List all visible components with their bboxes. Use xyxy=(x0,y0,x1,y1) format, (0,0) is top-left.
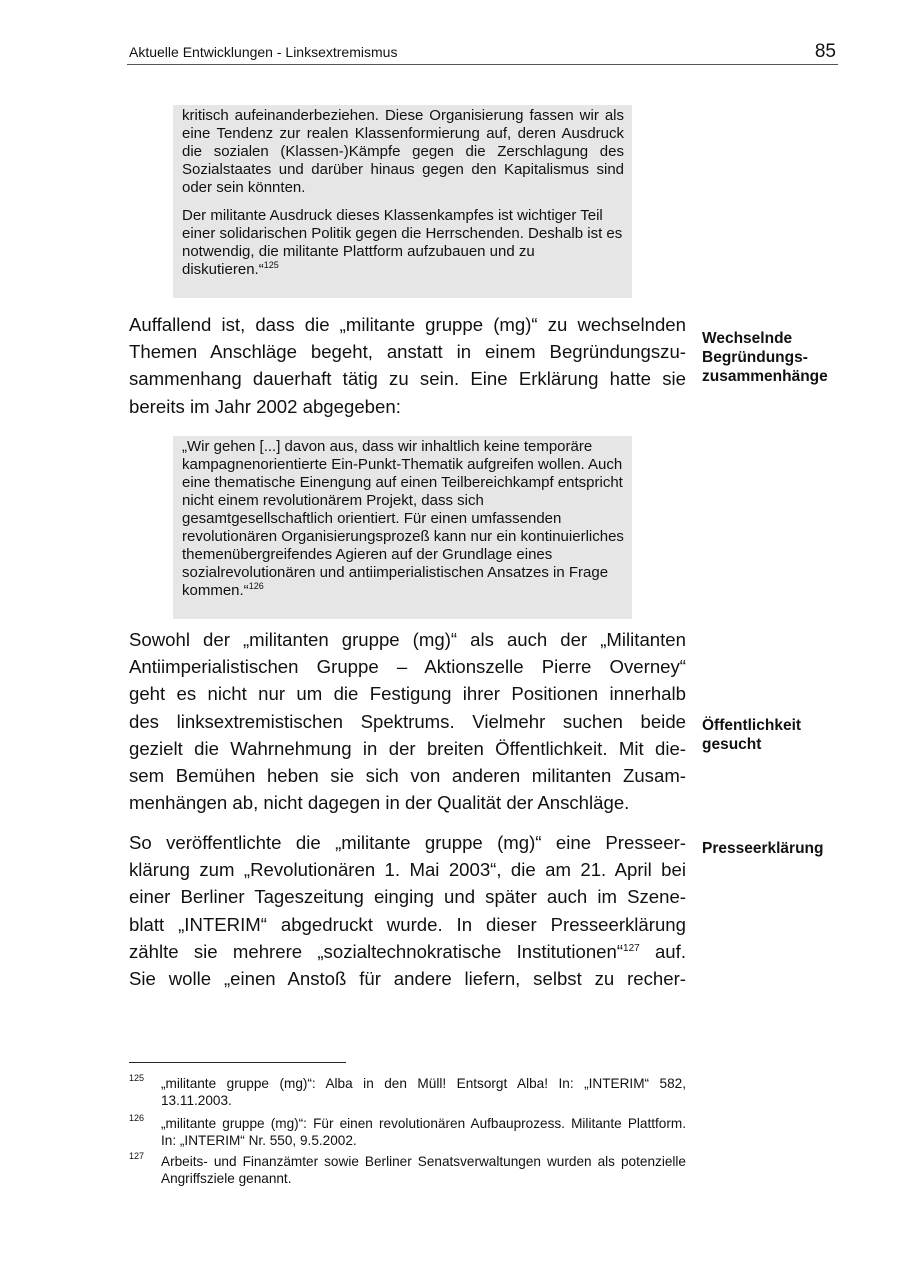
para1-line: sammenhang dauerhaft tätig zu sein. Eine Erklärung hatte sie xyxy=(129,368,686,390)
margin-note-line: Presseerklärung xyxy=(702,840,824,857)
footnote-ref-126[interactable]: 126 xyxy=(248,581,264,591)
header-rule xyxy=(127,64,838,65)
para1-line: bereits im Jahr 2002 abgegeben: xyxy=(129,395,401,417)
para2-line: gezielt die Wahrnehmung in der breiten Öffentlichkeit. Mit die- xyxy=(129,737,686,759)
margin-note-line: Öffentlichkeit xyxy=(702,717,802,734)
para2-line: sem Bemühen heben sie sich von anderen militanten Zusam- xyxy=(129,765,686,787)
footnote-127 xyxy=(129,1153,686,1187)
margin-note-oeffentlichkeit xyxy=(702,716,862,754)
para3-line: So veröffentlichte die „militante gruppe (mg)“ eine Presseer- xyxy=(129,832,686,853)
footnote-number: 126 xyxy=(129,1113,145,1123)
para2-line: Antiimperialistischen Gruppe – Aktionszelle Pierre Overney“ xyxy=(129,656,686,678)
para1-line: Themen Anschläge begeht, anstatt in einem Begründungszu- xyxy=(129,341,686,363)
para3-line: zählte sie mehrere „sozialtechnokratische Institutionen“$^{127}$ auf. xyxy=(129,940,686,962)
quote1-paragraph-1: kritisch aufeinanderbeziehen. Diese Organisierung fassen wir als eine Tendenz zur realen Klassenformierung auf, deren Ausdruck die sozialen (Klassen-)Kämpfe gegen die Zerschlagung des Sozialstaates und darüber hinaus gegen den Kapitalismus sind oder sein könnten. xyxy=(182,107,624,196)
body-paragraph-2 xyxy=(129,626,686,816)
footnote-text: „militante gruppe (mg)“: Alba in den Müll! Entsorgt Alba! In: „INTERIM“ 582, 13.11.2003. xyxy=(161,1076,686,1108)
margin-note-presseerklaerung xyxy=(702,839,862,858)
quote2-paragraph: „Wir gehen [...] davon aus, dass wir inhaltlich keine temporäre kampagnenorientierte Ein-Punkt-Thematik aufgreifen wollen. Auch eine thematische Einengung auf einen Teilbereichkampf entspricht nicht einem revolutionärem Projekt, dass sich gesamtgesellschaftlich orientiert. Für einen umfassenden revolutionären Organisierungsprozeß kann nur ein kontinuierliches themenübergreifendes Agieren auf der Grundlage eines sozialrevolutionären und antiimperialistischen Ansatzes in Frage kommen.“$^{126}$ xyxy=(182,438,624,599)
para2-line: des linksextremistischen Spektrums. Vielmehr suchen beide xyxy=(129,710,686,732)
footnote-ref-127[interactable]: 127 xyxy=(623,942,640,954)
margin-note-line: zusammenhänge xyxy=(702,368,828,385)
footnote-text: „militante gruppe (mg)“: Für einen revolutionären Aufbauprozess. Militante Plattform. In: „INTERIM“ Nr. 550, 9.5.2002. xyxy=(161,1116,686,1148)
para3-line: blatt „INTERIM“ abgedruckt wurde. In dieser Presseerklärung xyxy=(129,913,686,935)
block-quote-2 xyxy=(173,436,632,619)
para2-line: Sowohl der „militanten gruppe (mg)“ als auch der „Militanten xyxy=(129,629,686,650)
para2-line: geht es nicht nur um die Festigung ihrer Positionen innerhalb xyxy=(129,683,686,705)
page-number: 85 xyxy=(814,41,836,62)
footnote-number: 125 xyxy=(129,1073,145,1083)
para1-line: Auffallend ist, dass die „militante gruppe (mg)“ zu wechselnden xyxy=(129,314,686,335)
margin-note-line: gesucht xyxy=(702,736,762,753)
para2-line: menhängen ab, nicht dagegen in der Qualität der Anschläge. xyxy=(129,792,630,814)
footnote-126 xyxy=(129,1115,686,1149)
margin-note-line: Wechselnde xyxy=(702,330,793,347)
para3-line: einer Berliner Tageszeitung einging und später auch im Szene- xyxy=(129,886,686,908)
footnote-separator xyxy=(129,1062,346,1063)
quote1-paragraph-2: Der militante Ausdruck dieses Klassenkampfes ist wichtiger Teil einer solidarischen Politik gegen die Herrschenden. Deshalb ist es notwendig, die militante Plattform aufzubauen und zu diskutieren.“$^{125}$ xyxy=(182,207,623,278)
running-header-title: Aktuelle Entwicklungen - Linksextremismus xyxy=(129,44,398,60)
footnote-number: 127 xyxy=(129,1151,145,1161)
block-quote-1 xyxy=(173,105,632,298)
margin-note-line: Begründungs- xyxy=(702,349,808,366)
body-paragraph-3 xyxy=(129,829,686,992)
body-paragraph-1 xyxy=(129,311,686,420)
footnote-125 xyxy=(129,1075,686,1109)
footnote-ref-125[interactable]: 125 xyxy=(263,260,279,270)
para3-line: Sie wolle „einen Anstoß für andere liefern, selbst zu recher- xyxy=(129,968,686,990)
margin-note-wechselnde xyxy=(702,329,862,386)
footnote-text: Arbeits- und Finanzämter sowie Berliner Senatsverwaltungen wurden als potenzielle Angriffsziele genannt. xyxy=(161,1154,686,1186)
para3-line: klärung zum „Revolutionären 1. Mai 2003“, die am 21. April bei xyxy=(129,859,686,881)
